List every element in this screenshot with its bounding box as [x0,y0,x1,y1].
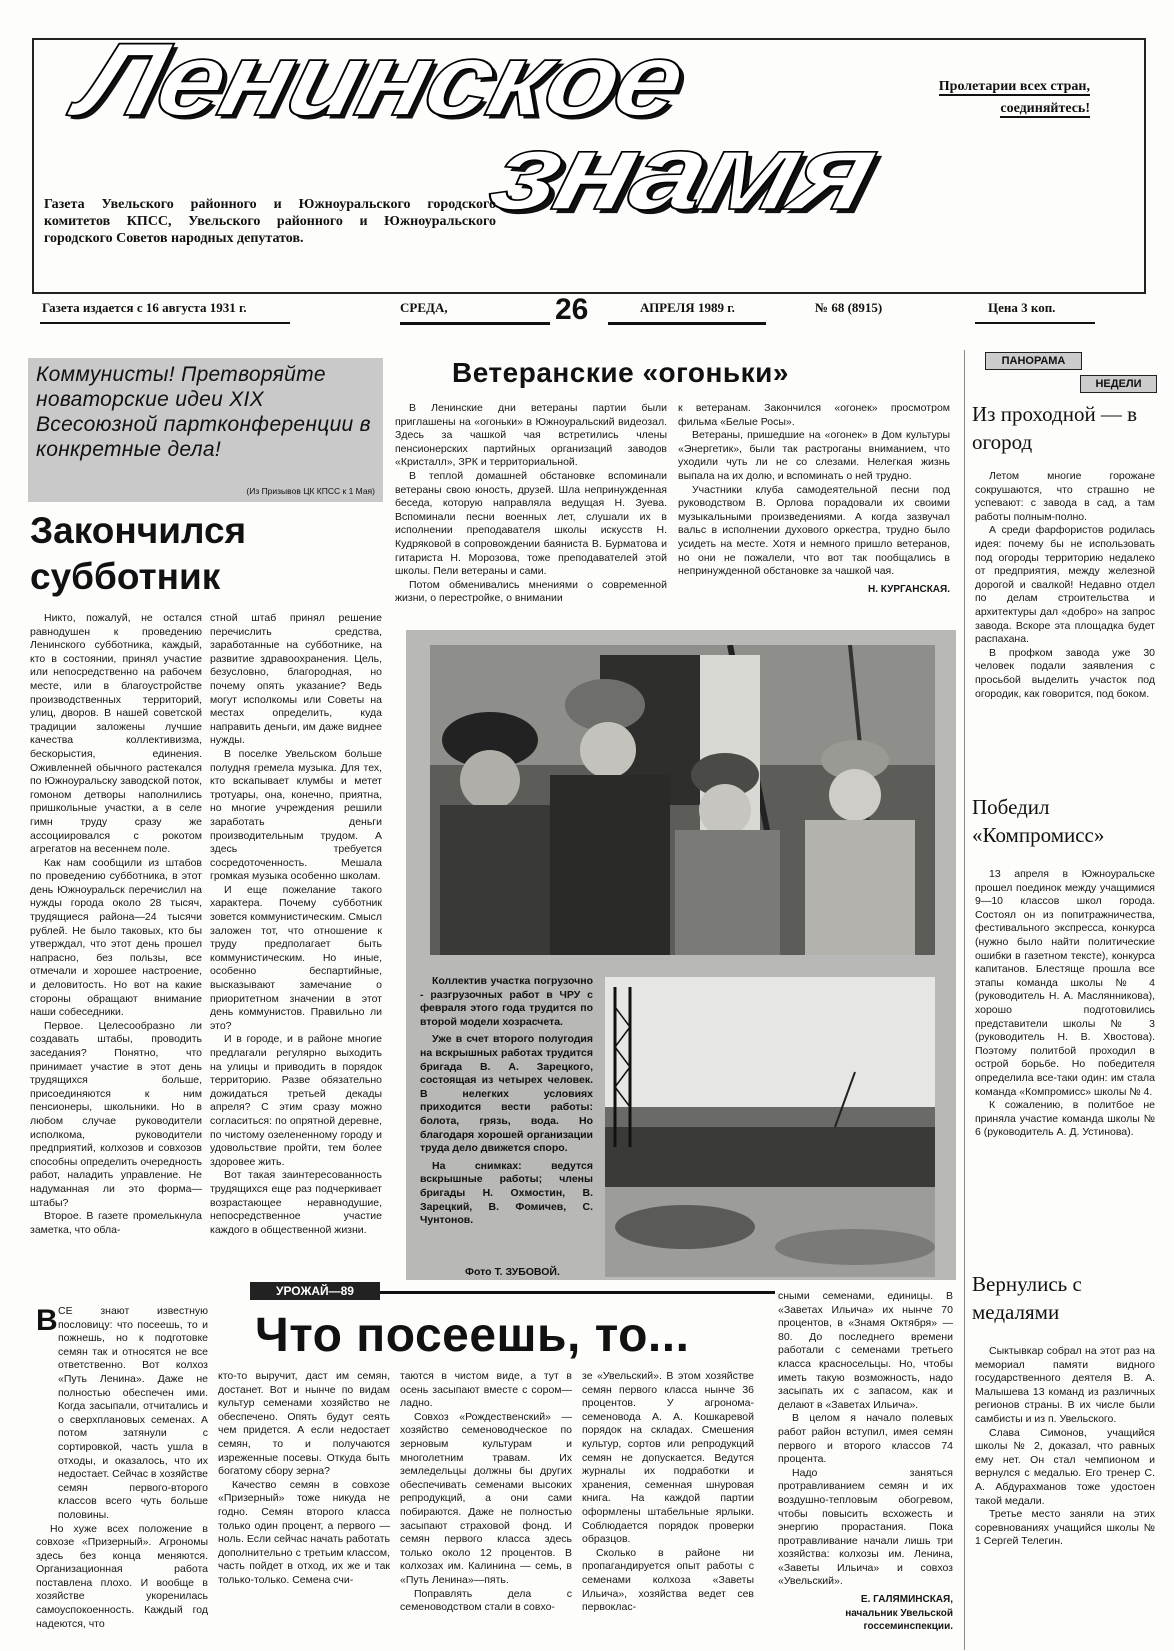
paragraph: сными семенами, единицы. В «Заветах Ильича» их нынче 70 процентов, в «Знамя Октября» — 80. До последнего времени работали с семенами третьего класса красносельцы. Но, чтобы иметь такую возможность, надо засыпать их с запасом, как и делают в «Заветах Ильича». [778,1290,953,1411]
veterans-column-2 [678,402,950,614]
excavation-photo [605,977,935,1277]
panorama-story1-text [975,470,1155,770]
paragraph: Потом обменивались мнениями о современной жизни, о перестройке, о внимании [395,578,667,605]
harvest-title: Что посеешь, то... [255,1309,690,1362]
veterans-column-1 [395,402,667,614]
paragraph: таются в чистом виде, а тут в осень засыпают вместе с сором—ладно. [400,1370,572,1410]
paragraph: А среди фарфористов родилась идея: почему бы не использовать под огороды территорию недалеко от предприятия, между железной дорогой и свалкой! Недавно отдел по делам строительства и архитектуры дал «добро» на запрос завода. Вскоре эта площадка будет распахана. [975,524,1155,646]
harvest-signature: Е. ГАЛЯМИНСКАЯ, [860,1594,953,1606]
harvest-signature-role: начальник Увельской госсеминспекции. [845,1607,953,1633]
subbotnik-column-2 [210,612,382,1282]
paragraph: Вот такая заинтересованность трудящихся еще раз подчеркивает возрастающее неравнодушие, непосредственное участие каждого в общественной жизни. [210,1169,382,1236]
masthead-title-line2: знамя [479,111,886,232]
paragraph: В целом я начало полевых работ район вступил, имея семян первого и второго классов 74 процента. [778,1412,953,1466]
issue-number: № 68 (8915) [815,300,883,315]
paragraph: Второе. В газете промелькнула заметка, что обла- [30,1210,202,1236]
paragraph: К сожалению, в политбое не приняла участие команда школы № 6 (руководитель А. Д. Устинова). [975,1099,1155,1139]
paragraph: И в городе, и в районе многие предлагали регулярно выходить на улицы и приводить в порядок территорию. Разве обязательно дожидаться третьей декады апреля? С этим сразу можно согласиться: по опрятной деревне, по чистому озелененному городу и удовольствие пройти, тем более здоровее жить. [210,1033,382,1168]
paragraph: стной штаб принял решение перечислить средства, заработанные на субботнике, на развитие здравоохранения. Цель, безусловно, благородная, но почему опять указание? Ведь могут исполкомы или Советы на местах определить, куда направить деньги, им даже виднее нужды. [210,612,382,747]
paragraph: Никто, пожалуй, не остался равнодушен к проведению Ленинского субботника, каждый, кто в состоянии, принял участие или непосредственно на рабочем месте, или в благоустройстве производственных территорий, улиц, дворов. В нашей советской традиции заложены лучшие качества коллективизма, бескорыстия, единения. Оживленней обычного растекался по Южноуральску заводской поток, гомоном детворы наполнились пришкольные участки, а в селе гимн труду сразу же ассоциировался с рокотом агрегатов на весеннем поле. [30,612,202,856]
paragraph: Но хуже всех положение в совхозе «Призерный». Агрономы здесь без конца меняются. Организационная работа поставлена плохо. И вообще в хозяйстве укоренилась самоуспокоенность. Каждый год надеются, что [36,1522,208,1630]
paragraph: В профком завода уже 30 человек подали заявления с просьбой выделить участок под огородик, как говорится, под боком. [975,646,1155,700]
masthead-title-line1: Ленинское [67,21,695,139]
paragraph: СЕ знают известную пословицу: что посеешь, то и пожнешь, но к подготовке семян так и относятся не все ответственно. Вот колхоз «Путь Ленина». Даже не полностью обеспечен ими. Когда засыпали, отчитались и о сверхплановых семенах. А потом затянули с сортировкой, часть ушла в отходы, и оказалось, что их недостает. Сейчас в хозяйстве семян первого-второго классов всего чуть больше половины. [58,1305,208,1521]
subbotnik-column-1 [30,612,202,1282]
panorama-story3-text [975,1345,1155,1645]
weekday: СРЕДА, [400,300,448,315]
excavation-photo-image [605,977,935,1277]
caption-part: Уже в счет второго полугодия на вскрышных работах трудится бригада В. А. Зарецкого, состоящая из четырех человек. В нелегких условиях приходится вести работы: болота, грязь, вода. Но благодаря хорошей организации труда дело движется споро. [420,1033,593,1155]
paragraph: Летом многие горожане сокрушаются, что страшно не успевают: с завода в сад, а там работы полным-полно. [975,470,1155,523]
paragraph: Сыктывкар собрал на этот раз на мемориал памяти видного государственного деятеля В. А. Малышева 13 команд из различных регионов страны. В их числе были самбисты и из п. Увельского. [975,1345,1155,1425]
panorama-story2-title: Победил «Компромисс» [972,795,1105,847]
price: Цена 3 коп. [988,300,1056,315]
subbotnik-title: Закончился субботник [30,510,247,597]
motto-line2: соединяйтесь! [1000,101,1090,116]
slogan-text: Коммунисты! Претворяйте новаторские идеи XIX Всесоюзной партконференции в конкретные дела! [36,363,371,461]
workers-photo [430,645,935,955]
published-since: Газета издается с 16 августа 1931 г. [42,300,247,315]
panorama-week-label: НЕДЕЛИ [1080,375,1157,393]
month-year: АПРЕЛЯ 1989 г. [640,300,735,315]
paragraph: Сколько в районе ни пропагандируется опыт работы с семенами колхоза «Заветы Ильича», хозяйства ведет сев первоклас- [582,1546,754,1614]
paragraph: Поправлять дела с семеноводством стали в совхо- [400,1587,572,1614]
paragraph: к ветеранам. Закончился «огонек» просмотром фильма «Белые Росы». [678,402,950,428]
motto-line1: Пролетарии всех стран, [938,79,1090,94]
panorama-label: ПАНОРАМА [985,352,1082,370]
paragraph: кто-то выручит, даст им семян, достанет. Вот и нынче по видам культур семенами хозяйство не обеспечено. Опять будут сеять чем придется. А если недостает семян, то и получаются изреженные посевы. Откуда быть богатому сбору зерна? [218,1370,390,1478]
divider [400,322,550,325]
workers-photo-image [430,645,935,955]
paragraph: 13 апреля в Южноуральске прошел поединок между учащимися 9—10 классов школ города. Состоял он из попитражничества, фестивального экспресса, конкурса (нужно было найти политические ошибки в газетном тексте), конкурса капитанов. Блестяще прошла все этапы команда школы № 4 (руководитель Н. А. Маслянникова), хорошо подготовились представители школы № 3 (руководитель Н. В. Хвостова). Поэтому политбой проходил в острой борьбе. Но победителя определила все-таки один: им стала команда «Компромисс» школы № 4. [975,868,1155,1098]
paragraph: И еще пожелание такого характера. Почему субботник зовется коммунистическим. Смысл заложен тот, что отношение к труду предполагает быть коммунистическим. Но иные, особенно беспартийные, высказывают замечание о приоритетном значении в этот день коммунистов. Правильно ли это? [210,883,382,1032]
slogan-source: (Из Призывов ЦК КПСС к 1 Мая) [246,486,375,496]
harvest-column-1 [36,1305,208,1648]
paragraph: Ветераны, пришедшие на «огонек» в Дом культуры «Энергетик», были так растроганы вниманием, что уходили чуть ли не со слезами. Нелегкая жизнь выпала на их долю, и вспоминать о ней трудно. [678,429,950,482]
paragraph: В поселке Увельском больше полудня гремела музыка. Для тех, кто вскапывает клумбы и метет тротуары, она, конечно, приятна, но многие учреждения решили заработать деньги производительным трудом. А здесь требуется сосредоточенность. Мешала громкая музыка особенно школам. [210,747,382,883]
slogan-box [28,358,383,502]
divider [608,322,766,325]
harvest-column-2 [218,1370,390,1648]
divider [975,322,1095,324]
divider [40,322,290,324]
harvest-column-3 [400,1370,572,1648]
panorama-story3-title: Вернулись с медалями [972,1272,1082,1324]
paragraph: Первое. Целесообразно ли создавать штабы, проводить заседания? Понятно, что принимает участие в этот день трудящихся больше, присоединяются к ним пенсионеры, школьники. Но в любом случае руководители исполкома, руководители предприятий, колхозов и совхозов способны определить очередность работ, наладить управление. Не надуманная ли это форма—штабы? [30,1019,202,1209]
paragraph: В Ленинские дни ветераны партии были приглашены на «огоньки» в Южноуральский видеозал. Здесь за чашкой чая встретились члены пенсионерских партийных организаций заводов «Кристалл», ЗРК и территориальной. [395,402,667,469]
paragraph: Как нам сообщили из штабов по проведению субботника, в этот день Южноуральск перечислил на нужды города около 28 тысяч, трудящиеся района—24 тысячи рублей. Не было таковых, кто бы утверждал, что этот день прошел напрасно, без пользы, все отмечали и хорошее настроение, и деловитость. Но вот на какие стороны обращают внимание наши собеседники. [30,856,202,1019]
publisher-statement: Газета Увельского районного и Южноуральского городского комитетов КПСС, Увельского районного и Южноуральского городского Советов народных депутатов. [44,197,496,246]
veterans-signature: Н. КУРГАНСКАЯ. [867,583,950,595]
paragraph: зе «Увельский». В этом хозяйстве семян первого класса нынче 36 процентов. У агронома-семеновода А. А. Кошкаревой порядок на складах. Смешения культур, сортов или репродукций семян не допускается. Ведутся журналы их подработки и хранения, семенная шнуровая книга. На каждой партии оформлены штабельные ярлыки. Соблюдается порядок проверки образцов. [582,1370,754,1546]
paragraph: Совхоз «Рождественский» — хозяйство семеноводческое по зерновым культурам и многолетним травам. Их земледельцы должны бы других обеспечивать семенами высоких репродукций, а они сами побираются. Даже не полностью засыпают страховой фонд. И семян первого класса здесь только около 12 процентов. В колхозах им. Калинина — семь, в «Путь Ленина»—пять. [400,1410,572,1586]
drop-cap: В [36,1304,58,1337]
caption-part: На снимках: ведутся вскрышные работы; члены бригады Н. Охмостин, В. Зарецкий, В. Фомичев, С. Чунтонов. [420,1159,593,1227]
photo-caption [420,975,593,1232]
photo-credit: Фото Т. ЗУБОВОЙ. [465,1266,560,1278]
harvest-rubric: УРОЖАЙ—89 [250,1282,380,1300]
divider [380,1291,775,1294]
caption-part: Коллектив участка погрузочно - разгрузочных работ в ЧРУ с февраля этого года трудится по второй модели хозрасчета. [420,975,593,1028]
paragraph: Слава Симонов, учащийся школы № 2, доказал, что равных ему нет. Он стал чемпионом и вернулся с медалью. Его тренер С. А. Абдурахманов тоже удостоен такой медали. [975,1426,1155,1507]
harvest-column-4 [582,1370,754,1648]
motto [870,76,1090,120]
harvest-column-5 [778,1290,953,1648]
paragraph: В теплой домашней обстановке вспоминали ветераны свою юность, друзей. Шла непринужденная беседа, которую направляла ведущая Н. Зуева. Вспоминали песни военных лет, слушали их в исполнении преподавателя школы искусств Н. Кудряковой в сопровождении баяниста В. Бурматова и гитариста Н. Морозова, тоже преподавателей этой школы. Пели ветераны и сами. [395,469,667,578]
veterans-title: Ветеранские «огоньки» [452,357,789,388]
panorama-story2-text [975,868,1155,1238]
paragraph: Надо заняться протравливанием семян и их воздушно-тепловым обогревом, чтобы повысить всхожесть и энергию прорастания. Пока протравливание начали лишь три хозяйства: колхозы им. Ленина, «Заветы Ильича» и совхоз «Увельский». [778,1466,953,1588]
day-number: 26 [555,293,589,326]
paragraph: Качество семян в совхозе «Призерный» тоже никуда не годно. Семян второго класса только один процент, а первого —ноль. Если сейчас начать работать дополнительно с третьим классом, часть пойдет в отход, их же и так только-только. Семена счи- [218,1478,390,1586]
panorama-story1-title: Из проходной — в огород [972,402,1138,454]
paragraph: Третье место заняли на этих соревнованиях учащийся школы № 1 Сергей Телегин. [975,1508,1155,1548]
paragraph: Участники клуба самодеятельной песни под руководством В. Орлова порадовали их своими музыкальными произведениями. А когда зазвучал вальс в исполнении духового оркестра, трудно было усидеть на месте. Хотя и немного пришло ветеранов, но они не пожалели, что вот так пообщались в непринужденной обстановке за чашкой чая. [678,483,950,578]
